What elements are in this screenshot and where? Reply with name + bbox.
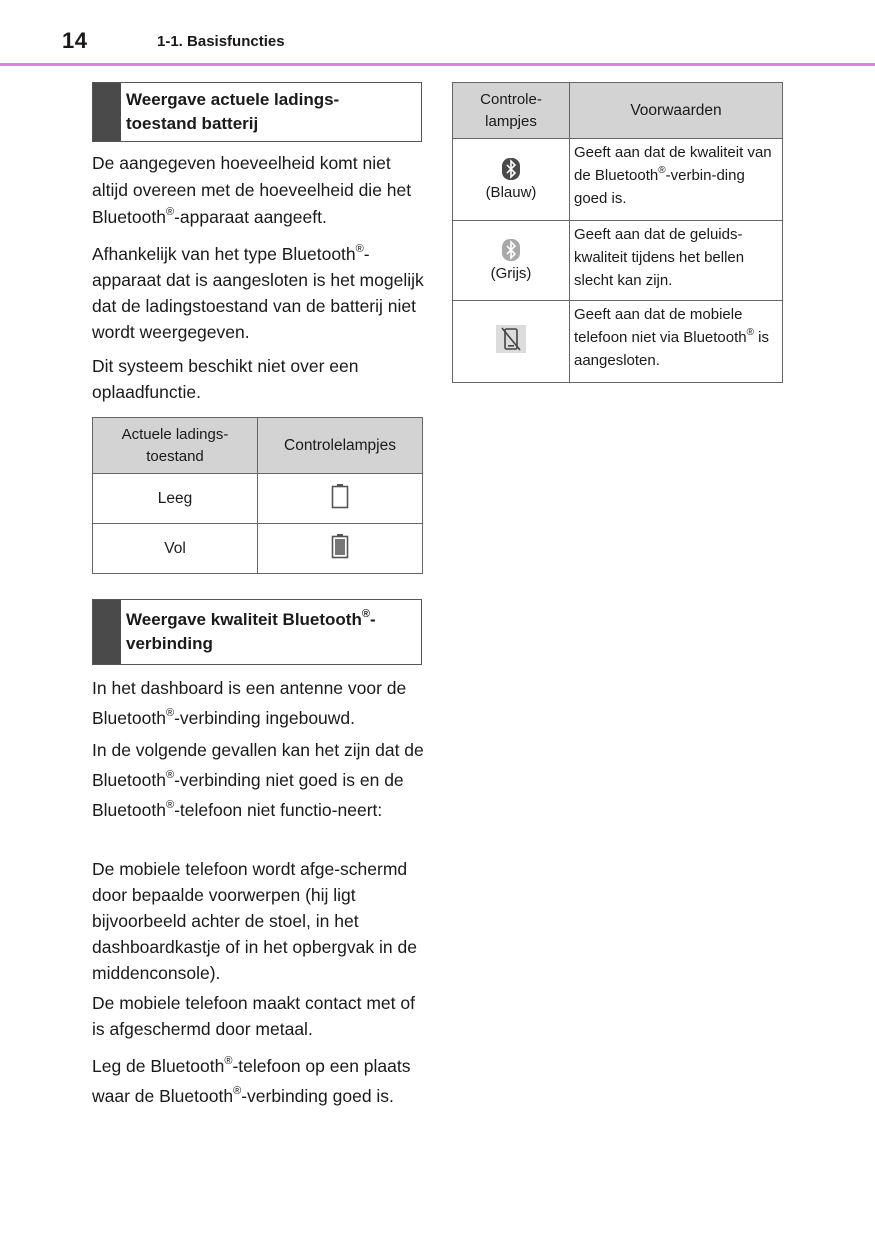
battery-paragraph-2: Afhankelijk van het type Bluetooth®-apparaat dat is aangesloten is het mogelijk dat de ladingstoestand van de batterij niet wordt weergegeven.	[92, 243, 424, 342]
heading-accent-bar	[93, 83, 121, 141]
bt-icon-cell	[453, 221, 570, 301]
battery-col-header-lamps: Controlelampjes	[258, 418, 423, 474]
bluetooth-grey-icon	[502, 239, 520, 265]
section-title: 1-1. Basisfuncties	[157, 33, 285, 50]
bt-icon-cell	[453, 301, 570, 383]
bluetooth-paragraph-5: Leg de Bluetooth®-telefoon op een plaats waar de Bluetooth®-verbinding goed is.	[92, 1055, 411, 1106]
bt-icon-label: (Blauw)	[485, 184, 537, 201]
bluetooth-blue-icon	[502, 158, 520, 184]
bt-condition-cell: Geeft aan dat de kwaliteit van de Bluetooth®-verbin-ding goed is.	[570, 139, 783, 221]
battery-paragraph-3: Dit systeem beschikt niet over een oplaadfunctie.	[92, 356, 359, 402]
table-row	[453, 301, 783, 383]
battery-paragraph-1: De aangegeven hoeveelheid komt niet altijd overeen met de hoeveelheid die het Bluetooth®-apparaat aangeeft.	[92, 153, 412, 227]
bt-col-header-lamps: Controle- lampjes	[453, 83, 570, 139]
bt-col-header-conditions: Voorwaarden	[570, 83, 783, 139]
bluetooth-quality-heading-box	[92, 599, 422, 665]
battery-icon-cell	[258, 474, 423, 524]
heading-accent-bar	[93, 600, 121, 664]
bluetooth-paragraph-4: De mobiele telefoon maakt contact met of is afgeschermd door metaal.	[92, 993, 415, 1039]
phone-disconnected-icon	[496, 325, 526, 358]
battery-state-cell: Vol	[93, 524, 258, 574]
battery-empty-icon	[331, 483, 349, 514]
page-number: 14	[62, 28, 88, 53]
battery-icon-cell	[258, 524, 423, 574]
table-row	[93, 524, 423, 574]
bluetooth-quality-heading: Weergave kwaliteit Bluetooth®- verbinding	[126, 608, 376, 653]
bluetooth-paragraph-1: In het dashboard is een antenne voor de Bluetooth®-verbinding ingebouwd.	[92, 678, 407, 728]
table-row	[453, 221, 783, 301]
battery-heading-box	[92, 82, 422, 142]
table-row	[453, 139, 783, 221]
table-row	[93, 474, 423, 524]
header-divider	[0, 63, 875, 66]
battery-heading: Weergave actuele ladings- toestand batterij	[126, 90, 340, 133]
battery-col-header-state: Actuele ladings- toestand	[93, 418, 258, 474]
battery-full-icon	[331, 533, 349, 564]
battery-state-cell: Leeg	[93, 474, 258, 524]
bt-condition-cell: Geeft aan dat de mobiele telefoon niet via Bluetooth® is aangesloten.	[570, 301, 783, 383]
bt-icon-cell	[453, 139, 570, 221]
bt-condition-cell: Geeft aan dat de geluids-kwaliteit tijdens het bellen slecht kan zijn.	[570, 221, 783, 301]
bluetooth-paragraph-2: In de volgende gevallen kan het zijn dat de Bluetooth®-verbinding niet goed is en de Bluetooth®-telefoon niet functio-neert:	[92, 740, 424, 820]
bluetooth-indicator-table	[452, 82, 783, 383]
bluetooth-paragraph-3: De mobiele telefoon wordt afge-schermd door bepaalde voorwerpen (hij ligt bijvoorbeeld achter de stoel, in het dashboardkastje of in het opbergvak in de middenconsole).	[92, 859, 417, 983]
battery-table	[92, 417, 423, 574]
bt-icon-label: (Grijs)	[490, 265, 532, 282]
